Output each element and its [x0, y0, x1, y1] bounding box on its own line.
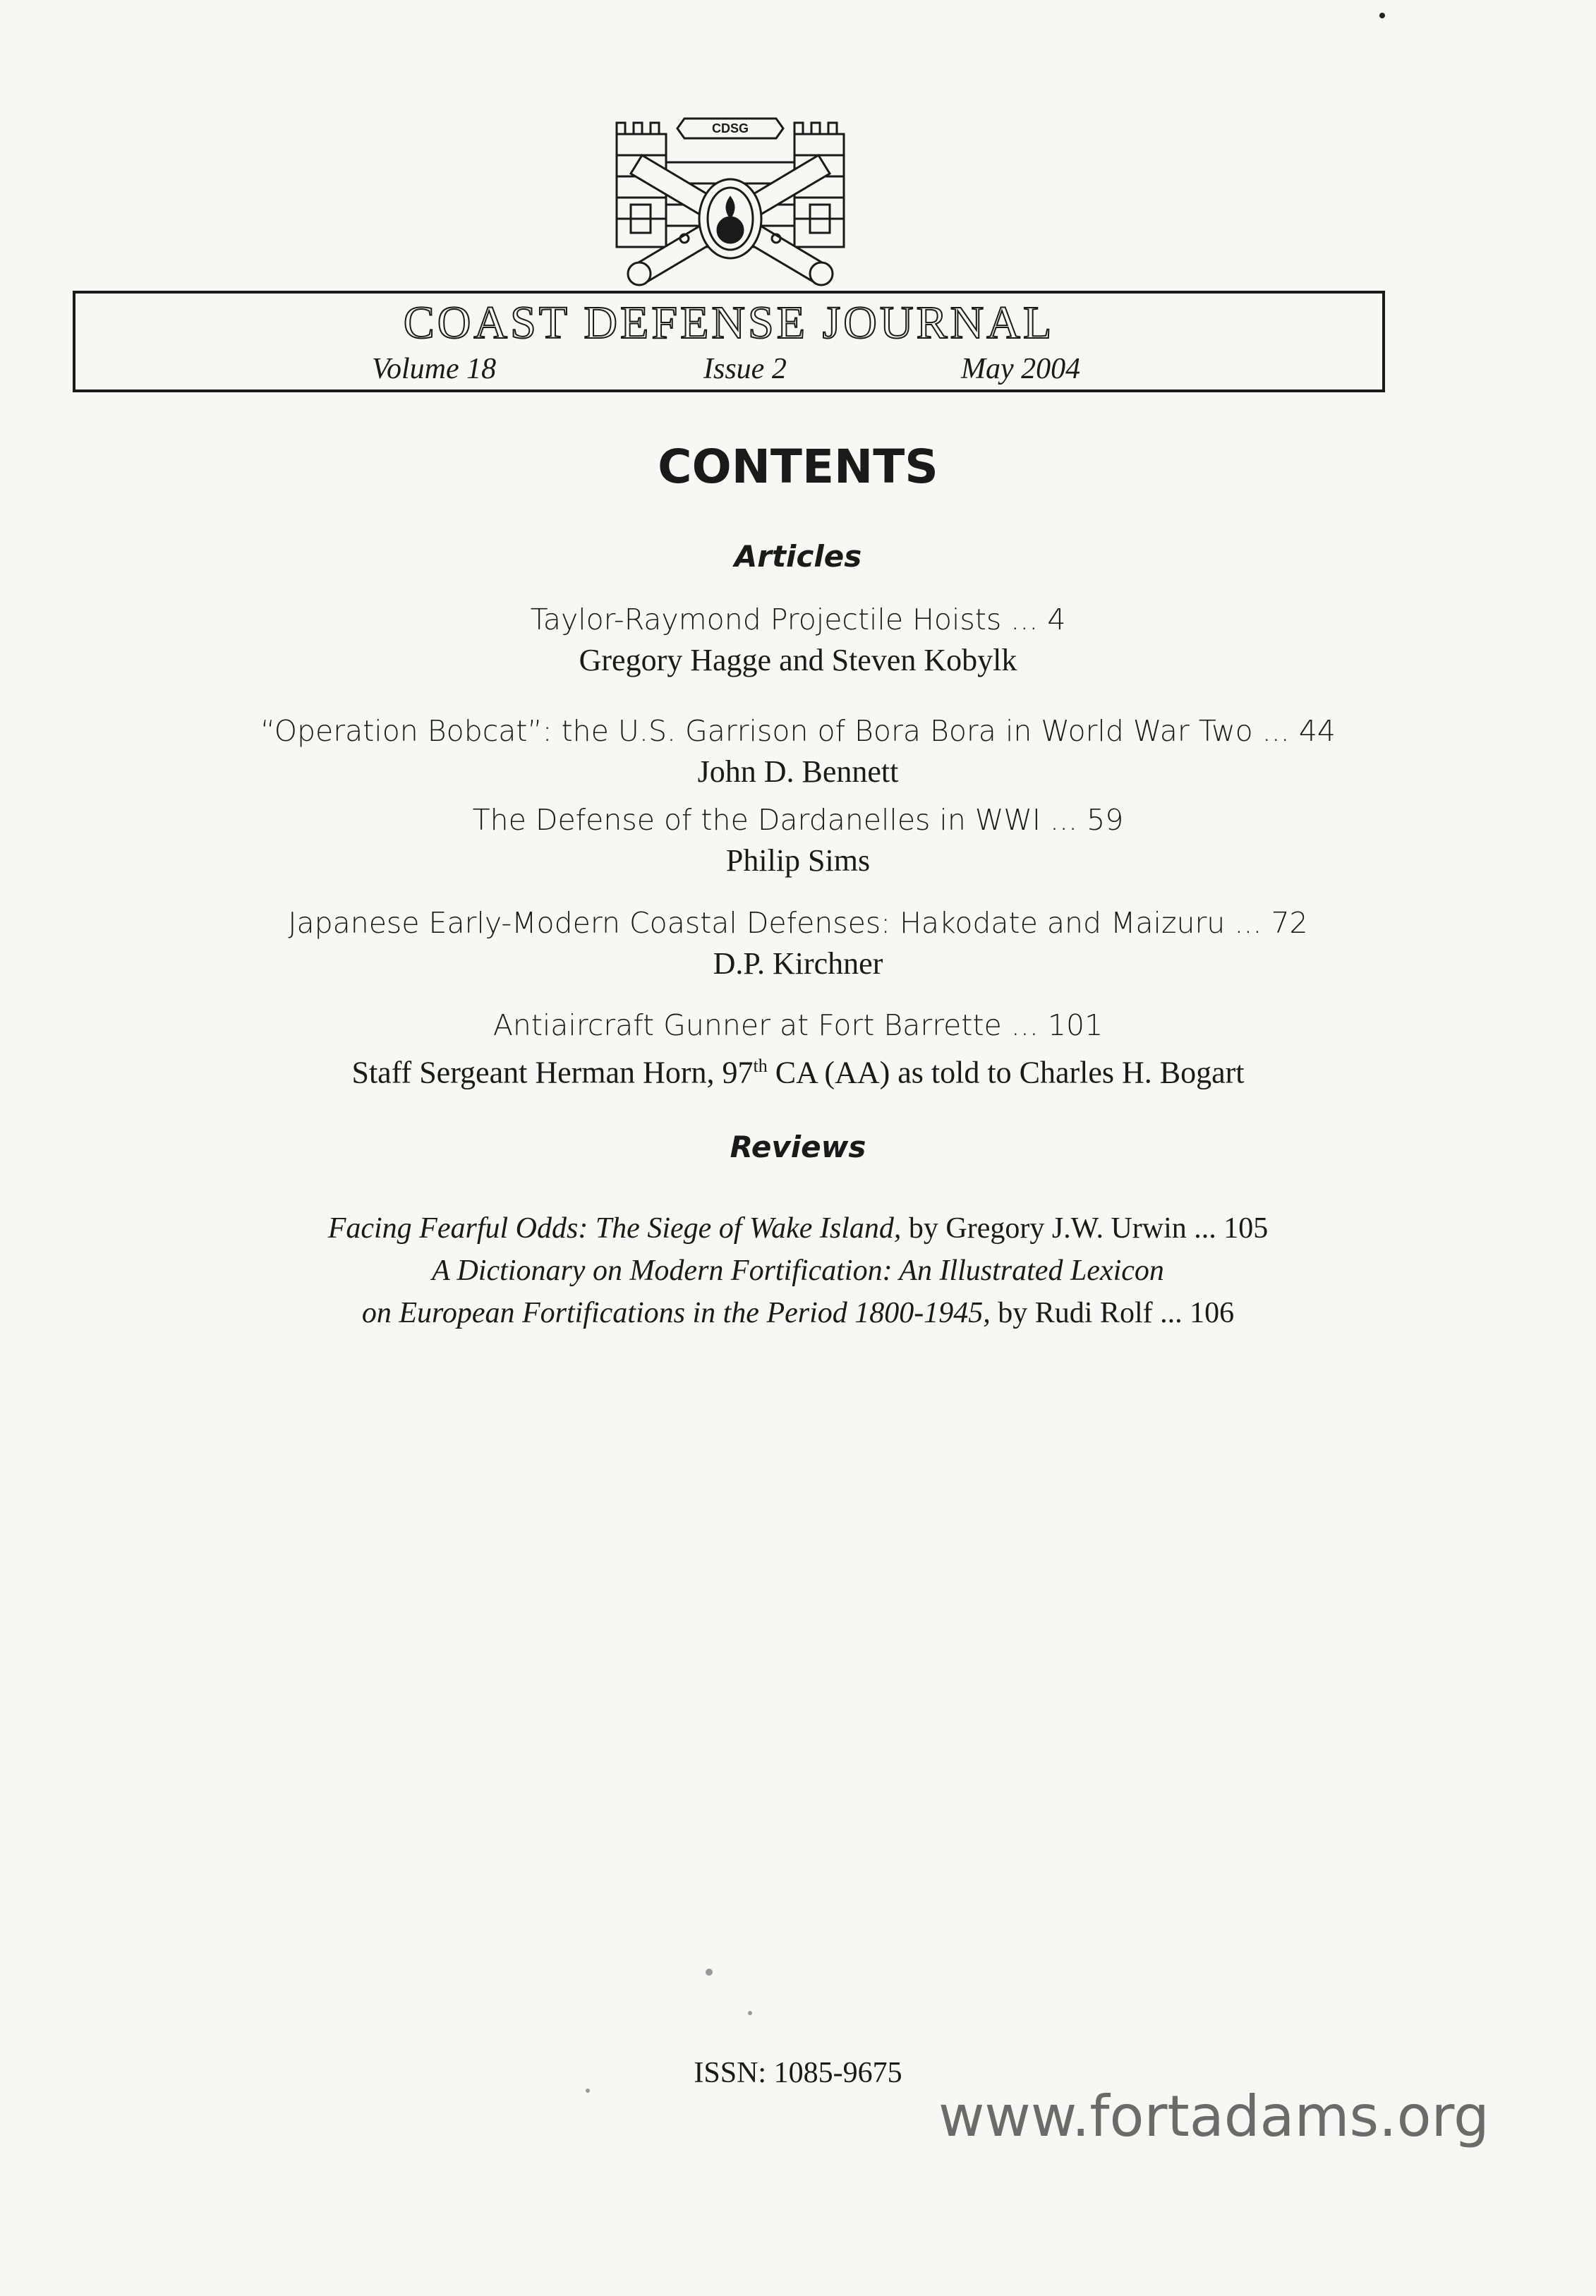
article-title: “Operation Bobcat”: the U.S. Garrison of Bora Bora in World War Two ... 44 — [260, 714, 1336, 748]
contents-heading: CONTENTS — [658, 440, 938, 494]
article-author: Philip Sims — [725, 843, 871, 878]
article-author: John D. Bennett — [697, 754, 899, 789]
article-title: The Defense of the Dardanelles in WWI ... 59 — [472, 803, 1124, 837]
journal-title: COAST DEFENSE JOURNAL — [403, 297, 1055, 349]
article-title: Japanese Early-Modern Coastal Defenses: Hakodate and Maizuru ... 72 — [288, 906, 1308, 940]
date-label: May 2004 — [961, 353, 1081, 385]
site-watermark: www.fortadams.org — [938, 2084, 1489, 2149]
issn-number: ISSN: 1085-9675 — [694, 2057, 902, 2089]
cdsg-logo — [607, 113, 854, 291]
article-author: Gregory Hagge and Steven Kobylk — [579, 643, 1017, 677]
review-entry: on European Fortifications in the Period 1800-1945, by Rudi Rolf ... 106 — [361, 1297, 1235, 1329]
volume-label: Volume 18 — [372, 353, 497, 385]
logo-badge-text: CDSG — [711, 121, 749, 135]
reviews-heading: Reviews — [730, 1130, 866, 1164]
articles-heading: Articles — [734, 539, 862, 574]
masthead-box — [73, 291, 1385, 392]
article-title: Antiaircraft Gunner at Fort Barrette ... 101 — [492, 1008, 1104, 1042]
review-entry: Facing Fearful Odds: The Siege of Wake Island, by Gregory J.W. Urwin ... 105 — [327, 1212, 1269, 1245]
article-author: Staff Sergeant Herman Horn, 97th CA (AA) as told to Charles H. Bogart — [351, 1055, 1245, 1090]
scan-speck — [1379, 13, 1385, 18]
issue-label: Issue 2 — [703, 353, 787, 385]
article-author: D.P. Kirchner — [713, 946, 883, 981]
article-title: Taylor-Raymond Projectile Hoists ... 4 — [530, 603, 1066, 636]
review-entry: A Dictionary on Modern Fortification: An Illustrated Lexicon — [432, 1255, 1164, 1287]
